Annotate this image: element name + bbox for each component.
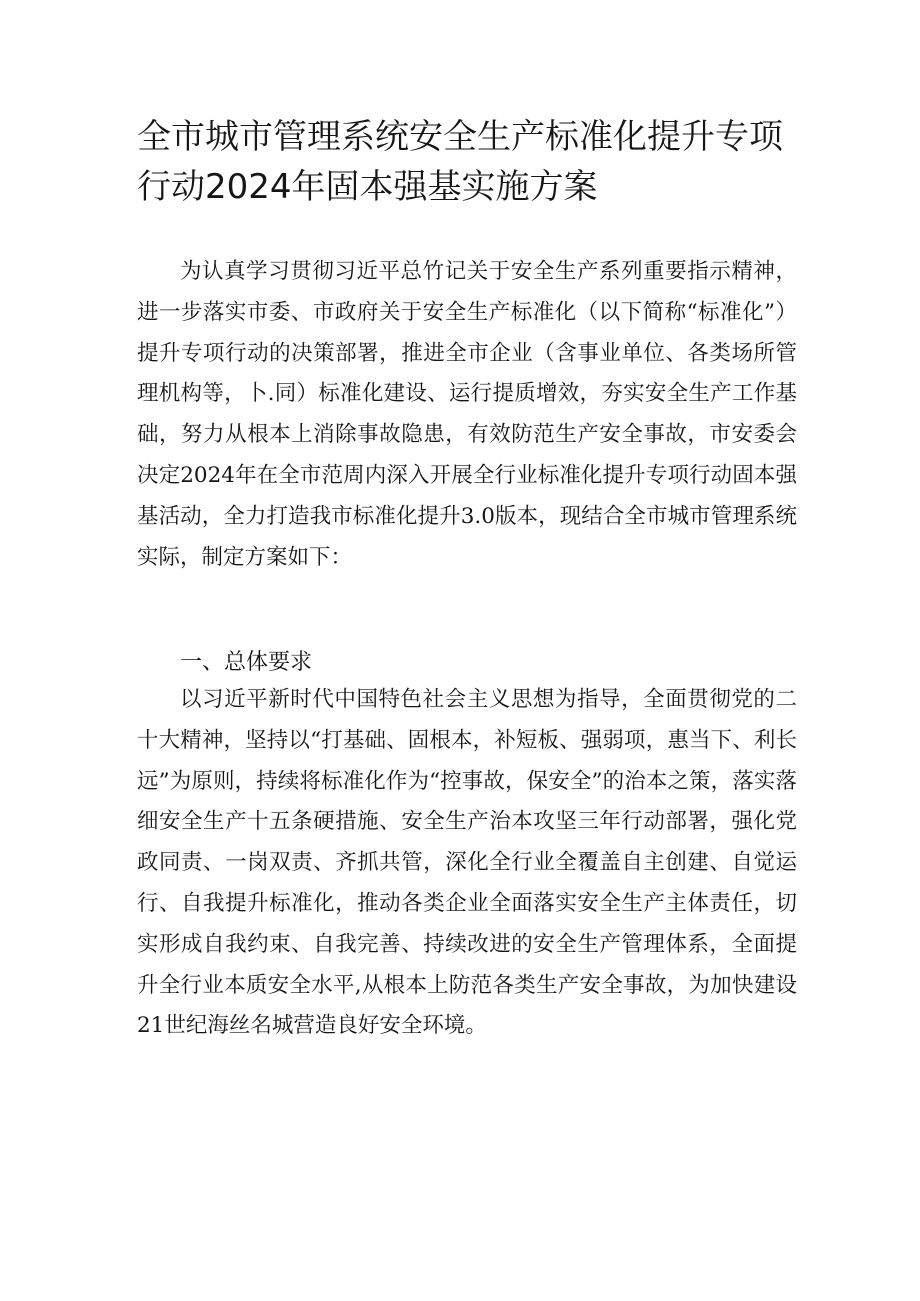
document-title [137,112,797,212]
document-title-line-1: 全市城市管理系统安全生产标准化提升专项 [137,117,783,157]
section-heading: 一、总体要求 [180,650,313,675]
intro-paragraph: 为认真学习贯彻习近平总竹记关于安全生产系列重要指示精神，进一步落实市委、市政府关于安全生产标准化（以下简称“标准化”）提升专项行动的决策部署，推进全市企业（含事业单位、各类场所管理机构等，卜.同）标准化建设、运行提质增效，夯实安全生产工作基础，努力从根本上消除事故隐患，有效防范生产安全事故，市安委会决定2024年在全市范周内深入开展全行业标准化提升专项行动固本强基活动，全力打造我市标准化提升3.0版本，现结合全市城市管理系统实际，制定方案如下： [137,259,797,570]
document-title-line-2: 行动2024年固本强基实施方案 [137,167,598,207]
section-paragraph: 以习近平新时代中国特色社会主义思想为指导，全面贯彻党的二十大精神，坚持以“打基础、固根本，补短板、强弱项，惠当下、利长远”为原则，持续将标准化作为“控事故，保安全”的治本之策，落实落细安全生产十五条硬措施、安全生产治本攻坚三年行动部署，强化党政同责、一岗双责、齐抓共管，深化全行业全覆盖自主创建、自觉运行、自我提升标准化，推动各类企业全面落实安全生产主体责任，切实形成自我约束、自我完善、持续改进的安全生产管理体系，全面提升全行业本质安全水平,从根本上防范各类生产安全事故，为加快建设21世纪海丝名城营造良好安全环境。 [137,687,797,1039]
